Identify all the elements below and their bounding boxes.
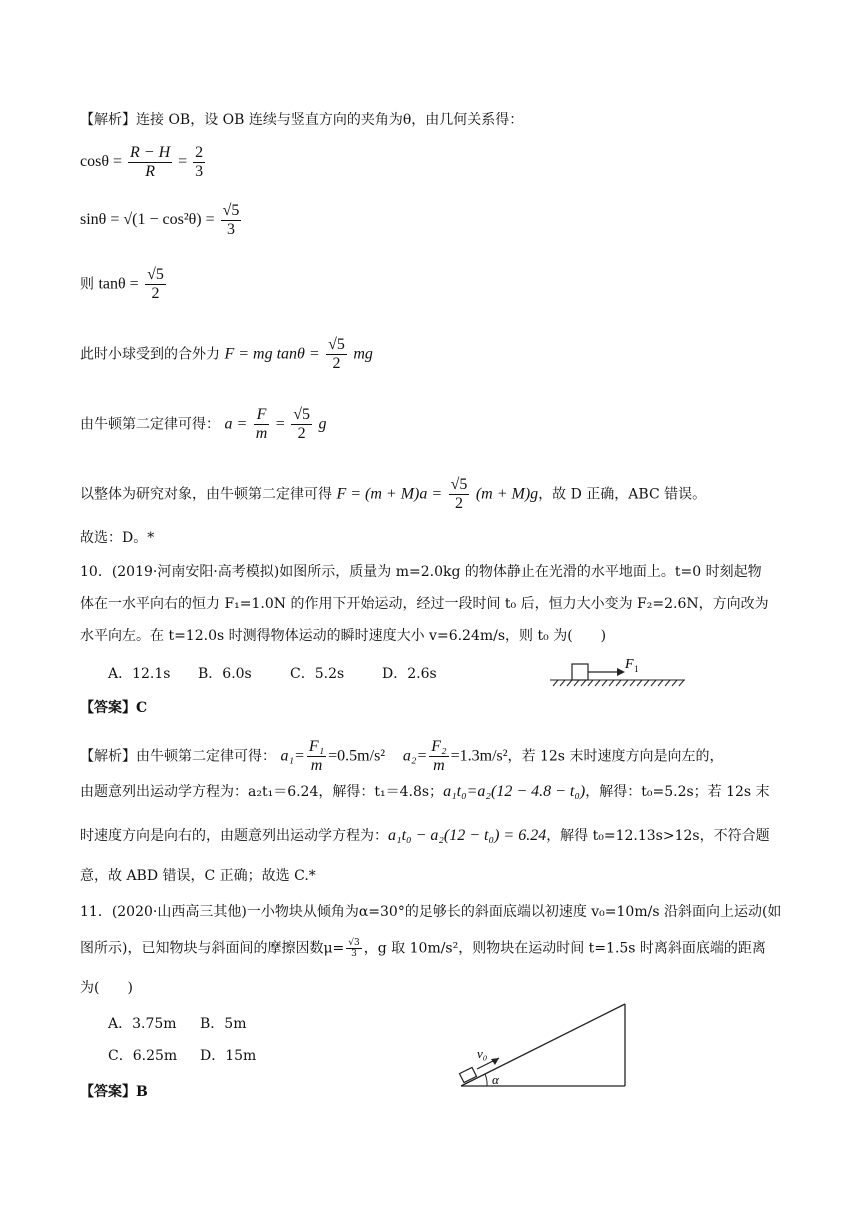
force-arrow — [588, 668, 625, 676]
cos-equation — [80, 144, 207, 181]
newton-frac-den: m — [255, 425, 268, 442]
cos-eq: = — [178, 153, 188, 171]
q10-analysis-line-1 — [80, 738, 723, 775]
a2-num: F₂ — [431, 738, 447, 755]
whole-num: √5 — [450, 476, 468, 493]
sin-lhs: sinθ = √(1 − cos²θ) = — [80, 211, 215, 229]
angle-label: α — [492, 1072, 499, 1087]
q10-line-1: 10．(2019·河南安阳·高考模拟)如图所示，质量为 m=2.0kg 的物体静止在光滑的水平地面上。t=0 时刻起物 — [80, 564, 762, 580]
a1-lhs: a₁= — [280, 747, 305, 765]
a2-fraction — [429, 738, 448, 775]
mu-fraction — [346, 938, 361, 959]
whole-fraction — [449, 476, 470, 513]
whole-lhs: F = (m + M)a = — [336, 485, 443, 503]
force-num: √5 — [328, 336, 345, 353]
q11-line-3: 为( ) — [80, 980, 133, 996]
q10-option-a: A．12.1s — [108, 666, 171, 682]
q10-answer: 【答案】C — [80, 700, 148, 716]
whole-prefix: 以整体为研究对象，由牛顿第二定律可得 — [80, 486, 332, 503]
q10-option-d: D．2.6s — [382, 666, 437, 682]
analysis-intro: 【解析】连接 OB，设 OB 连续与竖直方向的夹角为θ，由几何关系得： — [80, 112, 524, 128]
force-prefix: 此时小球受到的合外力 — [80, 346, 220, 363]
a2-den: m — [433, 757, 445, 774]
tan-den: 2 — [151, 285, 160, 302]
q11-line-1: 11．(2020·山西高三其他)一小物块从倾角为α=30°的足够长的斜面底端以初速度 v₀=10m/s 沿斜面向上运动(如 — [80, 904, 782, 920]
newton-num: √5 — [293, 406, 310, 423]
tan-equation — [80, 266, 168, 303]
q10-line-3: 水平向左。在 t=12.0s 时测得物体运动的瞬时速度大小 v=6.24m/s，则 t₀ 为( ) — [80, 628, 607, 644]
q10-ana3-prefix: 时速度方向是向右的，由题意列出运动学方程为： — [80, 828, 388, 844]
q11-line2-suffix: ，g 取 10m/s²，则物块在运动时间 t=1.5s 时离斜面底端的距离 — [363, 940, 766, 957]
q10-analysis-line-3 — [80, 826, 770, 846]
cos-val-den: 3 — [195, 163, 204, 180]
newton-tail: g — [318, 415, 327, 433]
newton-den: 2 — [297, 425, 306, 442]
q10-ana1-suffix: ，若 12s 末时速度方向是向左的， — [507, 748, 724, 765]
q10-ana2-eq: a₁t₀=a₂(12 − 4.8 − t₀) — [443, 783, 586, 800]
block — [572, 664, 588, 680]
tan-prefix: 则 — [80, 276, 94, 293]
a1-den: m — [310, 757, 323, 774]
newton-prefix: 由牛顿第二定律可得： — [80, 416, 220, 433]
mu-num: √3 — [348, 938, 360, 948]
force-label-sub: 1 — [634, 664, 639, 674]
incline — [461, 1004, 625, 1086]
sin-den: 3 — [227, 221, 236, 238]
a2-lhs: a₂= — [402, 747, 428, 765]
q10-ana3-eq: a₁t₀ − a₂(12 − t₀) = 6.24 — [388, 827, 547, 844]
q11-option-b: B．5m — [200, 1016, 247, 1032]
cos-fraction — [128, 144, 172, 181]
force-den: 2 — [332, 355, 341, 372]
q10-option-b: B．6.0s — [198, 666, 252, 682]
q10-ana1-prefix: 【解析】由牛顿第二定律可得： — [80, 748, 276, 765]
force-equation — [80, 336, 373, 373]
whole-den: 2 — [455, 495, 463, 512]
newton-frac-num: F — [254, 406, 270, 425]
a1-num: F₁ — [308, 738, 325, 755]
newton-fraction-fm — [254, 406, 270, 443]
a2-rhs: =1.3m/s² — [450, 747, 508, 765]
q11-line-2 — [80, 938, 766, 959]
cos-den: R — [145, 163, 155, 180]
q10-line-2: 体在一水平向右的恒力 F₁=1.0N 的作用下开始运动，经过一段时间 t₀ 后，恒力大小变为 F₂=2.6N，方向改为 — [80, 596, 769, 612]
tan-fraction — [145, 266, 166, 303]
ground-hatch — [550, 680, 685, 686]
newton-equation — [80, 406, 326, 443]
q11-figure — [455, 996, 635, 1096]
velocity-label: v₀ — [477, 1046, 488, 1061]
sin-num: √5 — [222, 202, 240, 219]
q11-option-c: C．6.25m — [108, 1048, 178, 1064]
q10-ana2-suffix: ，解得：t₀=5.2s；若 12s 末 — [585, 784, 770, 800]
q10-ana3-suffix: ，解得 t₀=12.13s>12s，不符合题 — [546, 828, 770, 844]
whole-suffix: ，故 D 正确，ABC 错误。 — [538, 486, 707, 503]
newton-lhs: a = — [224, 415, 248, 433]
force-fraction — [326, 336, 347, 373]
q10-ana2-prefix: 由题意列出运动学方程为：a₂t₁＝6.24，解得：t₁＝4.8s； — [80, 784, 444, 800]
q11-line2-prefix: 图所示)，已知物块与斜面间的摩擦因数μ= — [80, 940, 345, 957]
q10-analysis-line-4: 意，故 ABD 错误，C 正确；故选 C.* — [80, 868, 316, 884]
analysis-choice: 故选：D。* — [80, 530, 155, 546]
tan-num: √5 — [147, 266, 164, 283]
force-tail: mg — [353, 345, 373, 363]
mu-den: 3 — [351, 949, 357, 959]
q10-figure — [545, 650, 695, 694]
q10-option-c: C．5.2s — [290, 666, 345, 682]
q10-analysis-line-2 — [80, 782, 770, 802]
tan-lhs: tanθ = — [98, 275, 139, 293]
q11-option-a: A．3.75m — [108, 1016, 177, 1032]
force-label: F — [625, 657, 634, 672]
sin-fraction — [221, 202, 242, 239]
force-lhs: F = mg tanθ = — [224, 345, 320, 363]
q11-option-d: D．15m — [200, 1048, 257, 1064]
sin-equation — [80, 202, 243, 239]
angle-arc — [485, 1074, 487, 1086]
a1-rhs: =0.5m/s² — [328, 747, 386, 765]
whole-equation — [80, 476, 706, 513]
newton-fraction — [291, 406, 312, 443]
whole-tail: (m + M)g — [475, 485, 539, 503]
a1-fraction — [307, 738, 326, 775]
q11-answer: 【答案】B — [80, 1084, 148, 1100]
cos-num: R − H — [130, 144, 171, 161]
cos-value-fraction — [193, 144, 205, 181]
cos-val-num: 2 — [195, 144, 204, 161]
slope-block — [460, 1067, 477, 1082]
cos-lhs: cosθ = — [80, 153, 123, 171]
newton-eq: = — [275, 415, 285, 433]
